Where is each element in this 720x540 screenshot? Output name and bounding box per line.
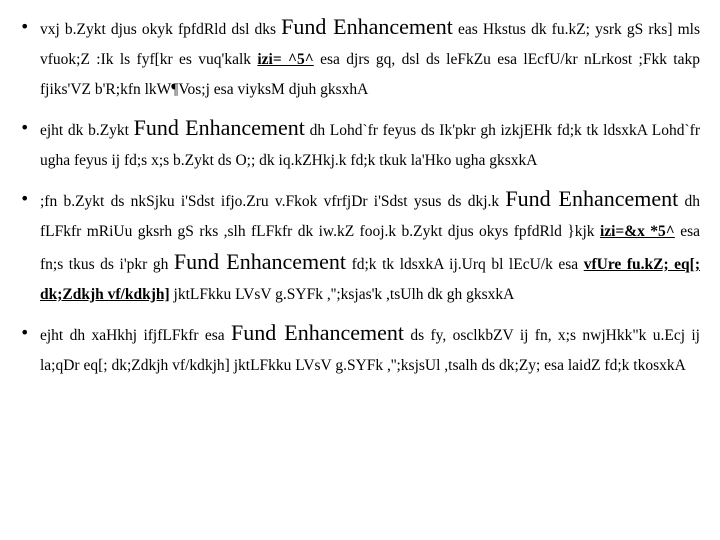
text-run: dh Lohd`fr feyus ds Ik'pkr gh izkjEHk fd;k tk ldsxkA Lohd`fr ugha feyus ij fd;s x;s b.Zykt ds O;; dk iq.kZHkj.k fd;k tkuk la'Hko ugha gksxkA bbox=[40, 122, 700, 169]
text-run: dh fLFkfr mRiUu gksrh gS rks ,slh fLFkfr dk iw.kZ fooj.k b.Zykt djus okys fpfdRld }kjk bbox=[40, 193, 701, 240]
text-run: ejht dk b.Zykt bbox=[40, 122, 134, 139]
form-reference: izi=&x *5^ bbox=[599, 223, 675, 240]
list-item bbox=[20, 318, 700, 381]
text-run: esa fn;s tkus ds i'pkr gh bbox=[40, 223, 701, 273]
text-run: eas Hkstus dk fu.kZ; ysrk gS rks] mls vfuok;Z :Ik ls fyf[kr es vuq'kalk bbox=[40, 21, 700, 68]
text-run: ;fn b.Zykt ds nkSjku i'Sdst ifjo.Zru v.Fkok vfrfjDr i'Sdst ysus ds dkj.k bbox=[40, 193, 506, 210]
text-run: ds fy, osclkbZV ij fn, x;s nwjHkk"k u.Ecj ij la;qDr eq[; dk;Zdkjh vf/kdkjh] jktLFkku LVsV g.SYFk ,'';ksjsUl ,tsalh ds dk;Zy; esa laidZ fd;k tkosxkA bbox=[40, 327, 700, 374]
list-item bbox=[20, 184, 700, 310]
form-reference: izi= ^5^ bbox=[257, 51, 314, 68]
bullet-list bbox=[20, 12, 700, 389]
text-run: vxj b.Zykt djus okyk fpfdRld dsl dks bbox=[40, 21, 282, 38]
authority-reference: vfUre fu.kZ; eq[; dk;Zdkjh vf/kdkjh] bbox=[40, 256, 701, 303]
text-run: ejht dh xaHkhj ifjfLFkfr esa bbox=[40, 327, 232, 344]
bullet-marker: • bbox=[20, 189, 30, 208]
fund-enhancement-term: Fund Enhancement bbox=[281, 14, 453, 39]
list-item bbox=[20, 113, 700, 176]
fund-enhancement-term: Fund Enhancement bbox=[505, 186, 679, 211]
paragraph-text bbox=[40, 318, 700, 381]
bullet-marker: • bbox=[20, 17, 30, 36]
fund-enhancement-term: Fund Enhancement bbox=[231, 320, 404, 345]
text-run: esa djrs gq, dsl ds leFkZu esa lEcfU/kr nLrkost ;Fkk takp fjiks'VZ b'R;kfn lkW¶Vos;j esa viyksM djuh gksxhA bbox=[40, 51, 700, 98]
bullet-marker: • bbox=[20, 118, 30, 137]
paragraph-text bbox=[40, 12, 700, 105]
fund-enhancement-term: Fund Enhancement bbox=[133, 115, 305, 140]
fund-enhancement-term: Fund Enhancement bbox=[173, 249, 347, 274]
paragraph-text bbox=[40, 184, 700, 310]
paragraph-text bbox=[40, 113, 700, 176]
list-item bbox=[20, 12, 700, 105]
text-run: fd;k tk ldsxkA ij.Urq bl lEcU/k esa bbox=[346, 256, 584, 273]
text-run: jktLFkku LVsV g.SYFk ,'';ksjas'k ,tsUlh dk gh gksxkA bbox=[169, 286, 515, 303]
bullet-marker: • bbox=[20, 323, 30, 342]
